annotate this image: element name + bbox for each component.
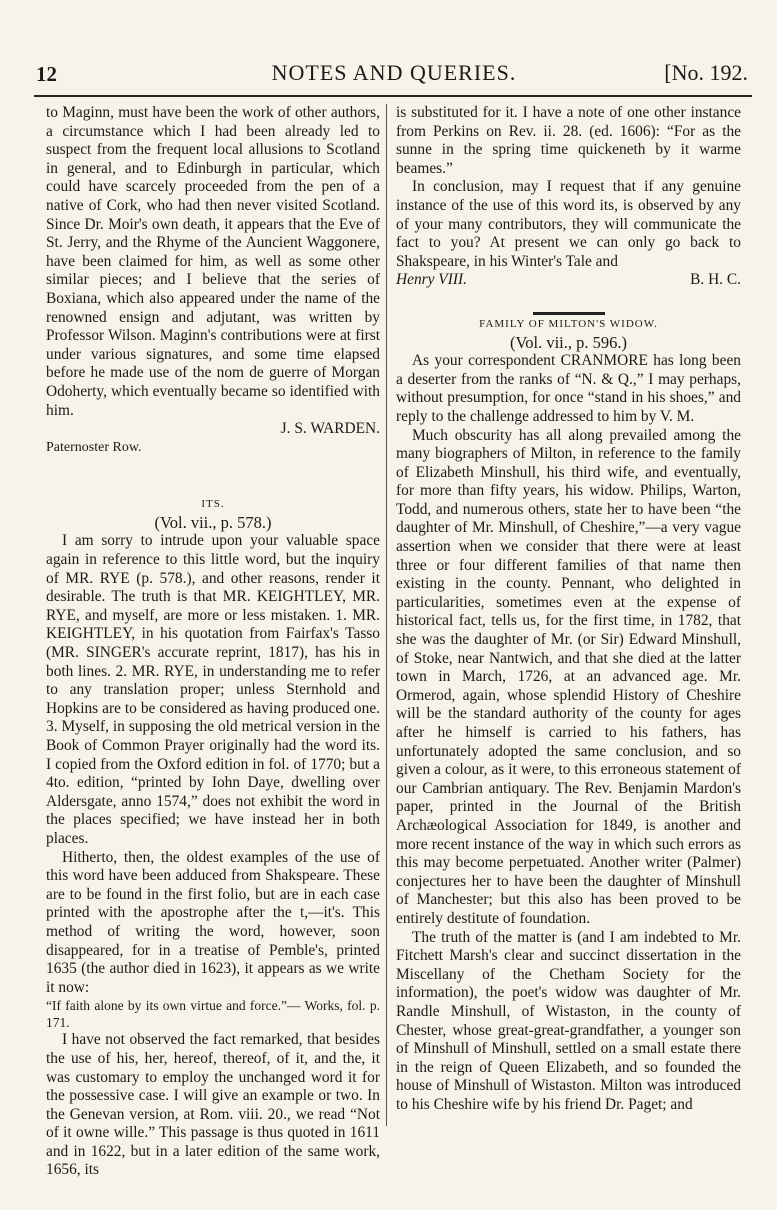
milton-paragraph-3: The truth of the matter is (and I am indebted to Mr. Fitchett Marsh's clear and succinct dissertation in the Miscellany of the Chetham Society for the information), the poet's widow was daughter of Mr. Randle Minshull, of Wistaston, in the county of Chester, whose great-great-grandfather, a younger son of Minshull of Minshull, settled on a small estate there in the reign of Queen Elizabeth, and so founded the house of Minshull of Wistaston. Milton was introduced to his Cheshire wife by his friend Dr. Paget; and (396, 928, 741, 1113)
its-closing-title: Henry VIII. (396, 271, 467, 289)
left-column (46, 104, 380, 1180)
its-paragraph-4: is substituted for it. I have a note of one other instance from Perkins on Rev. ii. 28. (ed. 1606): “For as the sunne in the spring time quickeneth by it warme beames.” (396, 104, 741, 177)
page-number: 12 (36, 62, 57, 86)
its-signature: B. H. C. (690, 271, 741, 289)
milton-paragraph-2: Much obscurity has all along prevailed among the many biographers of Milton, in reference to the family of Elizabeth Minshull, his third wife, and eventually, for more than fifty years, his widow. Philips, Warton, Todd, and numerous others, state her to have been “the daughter of Mr. Minshull, of Cheshire,”—a very vague assertion when we consider that there were at least three or four different families of that name then existing in the county. Pennant, who delighted in particularities, sometimes even at the expense of historical fact, tells us, for the first time, in 1782, that she was the daughter of Mr. (or Sir) Edward Minshull, of Stoke, near Nantwich, and that she died at the latter town in March, 1726, at an advanced age. Mr. Ormerod, again, whose splendid History of Cheshire will be the standard authority of the county for ages after he himself is carried to his fathers, has unfortunately adopted the same conclusion, and so given a colour, as it were, to this erroneous statement of our Cambrian antiquary. The Rev. Benjamin Mardon's paper, printed in the Journal of the British Archæological Association for 1849, is another and more recent instance of the way in which such errors as this may become perpetuated. Another writer (Palmer) conjectures her to have been the daughter of Minshull of Manchester; but this also has been proved to be entirely destitute of foundation. (396, 426, 741, 927)
milton-section-title: FAMILY OF MILTON'S WIDOW. (479, 317, 658, 330)
warden-place: Paternoster Row. (46, 439, 142, 455)
its-section-title: ITS. (201, 498, 225, 511)
milton-volume-reference: (Vol. vii., p. 596.) (509, 332, 628, 352)
page-header (34, 56, 754, 90)
column-divider (386, 104, 387, 1126)
its-paragraph-5: In conclusion, may I request that if any genuine instance of the use of this word its, is observed by any of your many contributors, they will communicate the fact to you? At present we can only go back to Shakspeare, in his Winter's Tale and (396, 178, 741, 270)
its-paragraph-3: I have not observed the fact remarked, that besides the use of his, her, hereof, thereof, of it, and the, it was customary to employ the unchanged word it for the possessive case. I will give an example or two. In the Genevan version, at Rom. viii. 20., we read “Not of it owne wille.” This passage is thus quoted in 1611 and in 1622, but in a later edition of the same work, 1656, its (46, 1031, 380, 1179)
warden-paragraph: to Maginn, must have been the work of other authors, a circumstance which I had been already led to suspect from the frequent local allusions to Scotland in general, and to Edinburgh in particular, which could have scarcely proceeded from the pen of a native of Cork, who had then never visited Scotland. Since Dr. Moir's own death, it appears that the Eve of St. Jerry, and the Rhyme of the Auncient Waggonere, have been claimed for him, as well as some other similar pieces; and I believe that the series of Boxiana, which also appeared under the name of the renowned ensign and adjutant, was written by Professor Wilson. Maginn's contributions were at first under various signatures, and some time elapsed before he made use of the nom de guerre of Morgan Odoherty, which eventually became so identified with him. (46, 104, 380, 419)
milton-paragraph-1: As your correspondent CRANMORE has long been a deserter from the ranks of “N. & Q.,” I may perhaps, without presumption, for once “stand in his shoes,” and reply to the challenge addressed to him by V. M. (396, 352, 741, 425)
warden-signature: J. S. WARDEN. (280, 420, 380, 438)
its-closing-line (396, 271, 741, 290)
right-column (396, 104, 741, 1114)
its-volume-reference: (Vol. vii., p. 578.) (154, 512, 272, 532)
issue-number: [No. 192. (664, 60, 748, 85)
header-rule (34, 95, 752, 97)
running-title: NOTES AND QUERIES. (271, 60, 517, 85)
its-paragraph-1: I am sorry to intrude upon your valuable space again in reference to this little word, but the inquiry of MR. RYE (p. 578.), and other reasons, render it desirable. The truth is that MR. KEIGHTLEY, MR. RYE, and myself, are more or less mistaken. 1. MR. KEIGHTLEY, in his quotation from Fairfax's Tasso (MR. SINGER's accurate reprint, 1817), has his in both lines. 2. MR. RYE, in understanding me to refer to any translation proper; unless Sternhold and Hopkins are to be considered as having produced one. 3. Myself, in supposing the old metrical version in the Book of Common Prayer originally had the word its. I copied from the Oxford edition in fol. of 1770; but a 4to. edition, “printed by Iohn Daye, dwelling over Aldersgate, anno 1574,” does not exhibit the word in the places specified; we have instead her in both places. (46, 532, 380, 847)
its-paragraph-2: Hitherto, then, the oldest examples of the use of this word have been adduced from Shakspeare. These are to be found in the first folio, but are in each case printed with the apostrophe after the t,—it's. This method of writing the word, however, soon disappeared, for in a treatise of Pemble's, printed 1635 (the author died in 1623), it appears as we write it now: (46, 848, 380, 996)
its-quotation: “If faith alone by its own virtue and force.”— Works, fol. p. 171. (46, 998, 380, 1031)
